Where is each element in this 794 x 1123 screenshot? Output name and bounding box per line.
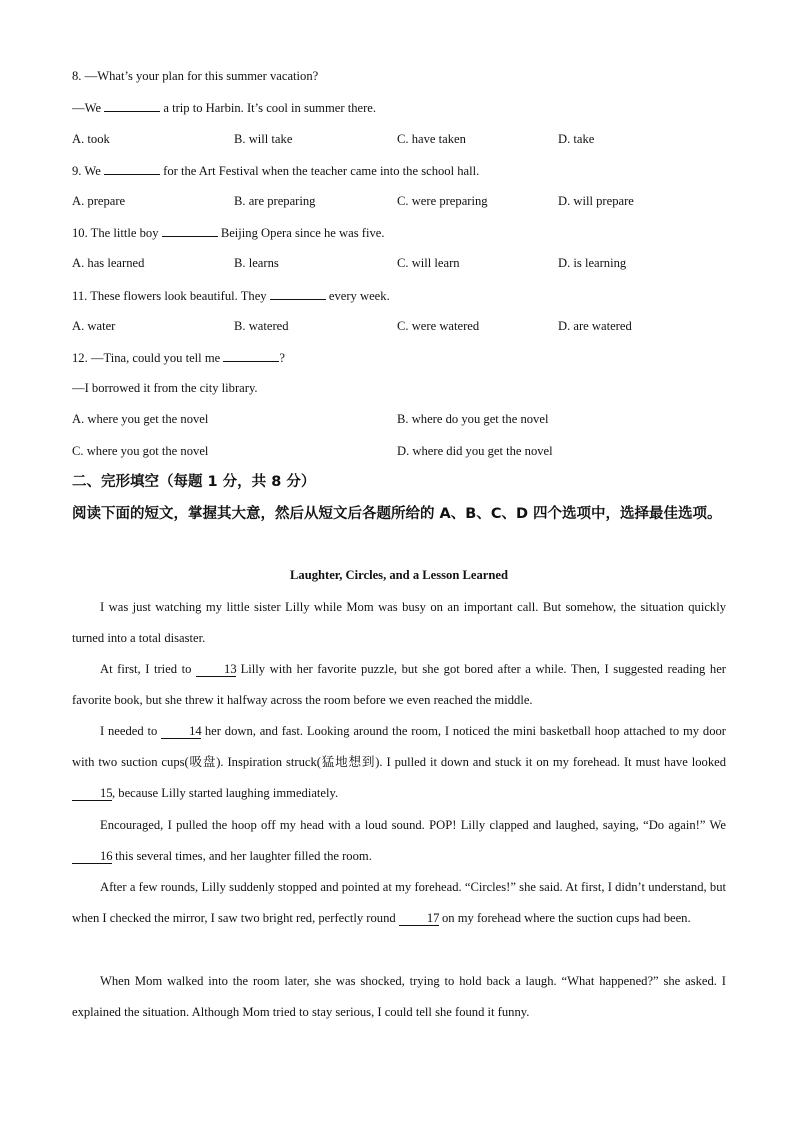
blank-16: 16 <box>72 849 112 864</box>
q9-option-d: D. will prepare <box>558 194 634 208</box>
p3-text-c: , because Lilly started laughing immediately. <box>112 786 339 801</box>
q8-option-d: D. take <box>558 132 595 146</box>
q9-option-b: B. are preparing <box>234 194 316 208</box>
q12-blank <box>223 349 279 362</box>
q9-post: for the Art Festival when the teacher came into the school hall. <box>159 164 480 178</box>
passage-paragraph-2 <box>72 654 726 716</box>
q8-option-c: C. have taken <box>397 132 466 146</box>
q11-option-c: C. were watered <box>397 319 480 333</box>
passage-title: Laughter, Circles, and a Lesson Learned <box>290 568 508 582</box>
q10-option-b: B. learns <box>234 256 279 270</box>
q9-stem <box>72 162 479 179</box>
q8-option-b: B. will take <box>234 132 293 146</box>
p3-text-a: I needed to <box>100 724 162 738</box>
q8-option-a: A. took <box>72 132 110 146</box>
q12-answer-line: —I borrowed it from the city library. <box>72 381 258 395</box>
q8-stem: 8. —What’s your plan for this summer vacation? <box>72 69 319 83</box>
q12-option-b: B. where do you get the novel <box>397 412 549 426</box>
q11-option-d: D. are watered <box>558 319 632 333</box>
blank-15: 15 <box>72 786 112 801</box>
q11-pre: 11. These flowers look beautiful. They <box>72 289 270 303</box>
q10-option-d: D. is learning <box>558 256 627 270</box>
p3-text-b: her down, and fast. Looking around the room, I noticed the mini basketball hoop attached to my door with two suction cups(吸盘). Inspiration struck(猛地想到). I pulled it down and stuck it on my forehead. It must have looked <box>72 724 726 770</box>
q10-post: Beijing Opera since he was five. <box>217 226 385 240</box>
blank-13: 13 <box>196 662 236 677</box>
section-heading: 二、完形填空（每题 1 分，共 8 分） <box>72 474 316 490</box>
q8-line2 <box>72 99 376 116</box>
passage-paragraph-3 <box>72 716 726 810</box>
q12-stem <box>72 349 285 366</box>
q9-pre: 9. We <box>72 164 104 178</box>
q12-option-a: A. where you get the novel <box>72 412 209 426</box>
q11-option-b: B. watered <box>234 319 289 333</box>
p4-text-b: this several times, and her laughter filled the room. <box>112 849 372 864</box>
p2-text-a: At first, I tried to <box>100 662 197 676</box>
passage-paragraph-6: When Mom walked into the room later, she was shocked, trying to hold back a laugh. “What happened?” she asked. I explained the situation. Although Mom tried to stay serious, I could tell she found it funny. <box>72 974 726 1020</box>
q10-stem <box>72 224 384 241</box>
q8-blank <box>104 99 160 112</box>
p2-text-b: Lilly with her favorite puzzle, but she got bored after a while. Then, I suggested reading her favorite book, but she threw it halfway across the room before we even reached the middle. <box>72 662 726 708</box>
q9-blank <box>104 162 160 175</box>
passage-paragraph-1: I was just watching my little sister Lilly while Mom was busy on an important call. But somehow, the situation quickly turned into a total disaster. <box>72 600 726 646</box>
q9-option-c: C. were preparing <box>397 194 488 208</box>
p5-text-b: on my forehead where the suction cups had been. <box>438 911 691 926</box>
p4-text-a: Encouraged, I pulled the hoop off my head with a loud sound. POP! Lilly clapped and laughed, saying, “Do again!” We <box>100 818 726 832</box>
q11-stem <box>72 287 390 304</box>
q10-option-c: C. will learn <box>397 256 460 270</box>
q11-option-a: A. water <box>72 319 116 333</box>
q9-option-a: A. prepare <box>72 194 126 208</box>
section-instruction: 阅读下面的短文，掌握其大意，然后从短文后各题所给的 A、B、C、D 四个选项中，选择最佳选项。 <box>72 506 722 522</box>
passage-paragraph-5 <box>72 872 726 934</box>
q10-pre: 10. The little boy <box>72 226 162 240</box>
q12-option-d: D. where did you get the novel <box>397 444 553 458</box>
q8-line2-pre: —We <box>72 101 105 115</box>
q12-option-c: C. where you got the novel <box>72 444 209 458</box>
q8-line2-post: a trip to Harbin. It’s cool in summer there. <box>160 101 377 115</box>
p5-text-a: After a few rounds, Lilly suddenly stopped and pointed at my forehead. “Circles!” she said. At first, I didn’t understand, but when I checked the mirror, I saw two bright red, perfectly round <box>72 880 726 926</box>
passage-paragraph-4 <box>72 810 726 872</box>
q11-blank <box>270 287 326 300</box>
blank-14: 14 <box>161 724 201 739</box>
q12-pre: 12. —Tina, could you tell me <box>72 351 224 365</box>
q12-post: ? <box>279 351 285 365</box>
blank-17: 17 <box>399 911 439 926</box>
q10-option-a: A. has learned <box>72 256 145 270</box>
q10-blank <box>162 224 218 237</box>
q11-post: every week. <box>325 289 390 303</box>
